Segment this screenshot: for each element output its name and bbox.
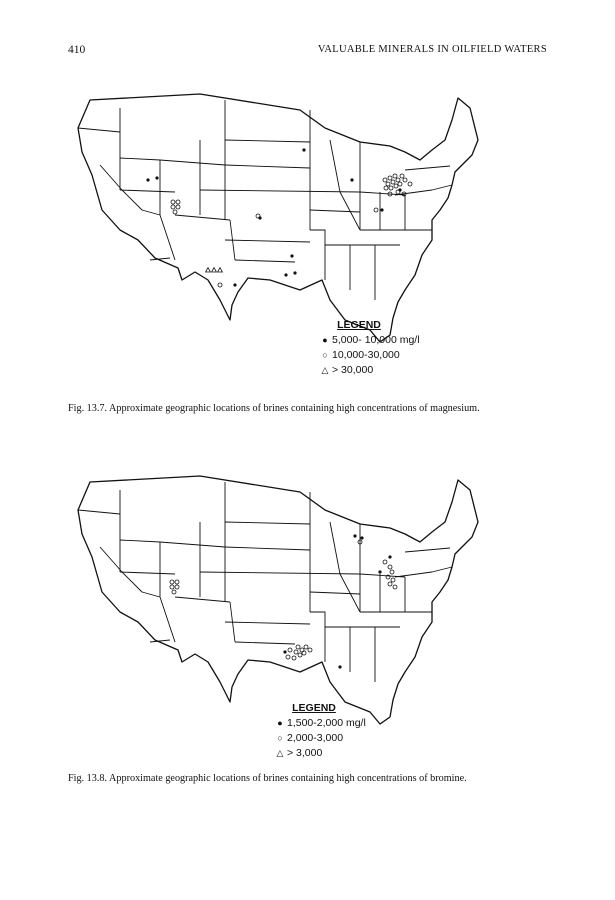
- brine-marker-dot: [284, 273, 287, 276]
- brine-marker-circle: [256, 214, 260, 218]
- legend-magnesium: [318, 318, 420, 378]
- brine-marker-circle: [403, 178, 407, 182]
- brine-marker-circle: [391, 180, 395, 184]
- brine-marker-circle: [396, 190, 400, 194]
- brine-marker-circle: [386, 182, 390, 186]
- brine-marker-circle: [388, 582, 392, 586]
- figure-caption-13-7: Fig. 13.7. Approximate geographic locations of brines containing high concentrations of magnesium.: [68, 403, 480, 414]
- brine-marker-dot: [233, 283, 236, 286]
- legend-title: LEGEND: [337, 319, 381, 331]
- brine-marker-dot: [283, 650, 286, 653]
- brine-marker-circle: [390, 570, 394, 574]
- brine-marker-circle: [171, 205, 175, 209]
- legend-label: > 3,000: [287, 747, 323, 759]
- brine-marker-dot: [350, 178, 353, 181]
- brine-marker-circle: [170, 585, 174, 589]
- brine-marker-circle: [296, 645, 300, 649]
- legend-row: [318, 363, 420, 378]
- brine-marker-circle: [175, 585, 179, 589]
- brine-marker-dot: [146, 178, 149, 181]
- brine-marker-circle: [294, 650, 298, 654]
- open-circle-icon: ○: [277, 733, 283, 743]
- marker-layer-magnesium: [146, 148, 412, 287]
- brine-marker-circle: [298, 653, 302, 657]
- brine-marker-dot: [388, 555, 391, 558]
- triangle-icon: △: [276, 748, 284, 758]
- brine-marker-circle: [286, 655, 290, 659]
- brine-marker-circle: [304, 645, 308, 649]
- brine-marker-circle: [176, 205, 180, 209]
- brine-marker-dot: [360, 536, 363, 539]
- brine-marker-dot: [338, 665, 341, 668]
- legend-row: [273, 746, 366, 761]
- legend-label: 5,000- 10,000 mg/l: [332, 334, 420, 346]
- brine-marker-triangle: [206, 268, 211, 272]
- brine-marker-circle: [383, 560, 387, 564]
- brine-marker-circle: [394, 184, 398, 188]
- brine-marker-circle: [218, 283, 222, 287]
- brine-marker-dot: [378, 570, 381, 573]
- open-circle-icon: ○: [322, 350, 328, 360]
- brine-marker-triangle: [212, 268, 217, 272]
- brine-marker-circle: [173, 210, 177, 214]
- brine-marker-circle: [292, 656, 296, 660]
- marker-layer-bromine: [170, 534, 397, 668]
- brine-marker-circle: [170, 580, 174, 584]
- us-outline: [78, 476, 478, 724]
- brine-marker-dot: [302, 148, 305, 151]
- brine-marker-dot: [380, 208, 383, 211]
- legend-row: [318, 348, 420, 363]
- legend-row: [318, 333, 420, 348]
- brine-marker-dot: [290, 254, 293, 257]
- triangle-icon: △: [321, 365, 329, 375]
- brine-marker-circle: [374, 208, 378, 212]
- brine-marker-circle: [175, 580, 179, 584]
- brine-marker-circle: [396, 178, 400, 182]
- brine-marker-circle: [388, 565, 392, 569]
- figure-caption-13-8: Fig. 13.8. Approximate geographic locations of brines containing high concentrations of bromine.: [68, 773, 467, 784]
- legend-label: 10,000-30,000: [332, 349, 400, 361]
- brine-marker-circle: [171, 200, 175, 204]
- brine-marker-circle: [176, 200, 180, 204]
- brine-marker-dot: [293, 271, 296, 274]
- brine-marker-circle: [308, 648, 312, 652]
- brine-marker-circle: [393, 585, 397, 589]
- legend-row: [273, 731, 366, 746]
- brine-marker-circle: [393, 174, 397, 178]
- brine-marker-dot: [353, 534, 356, 537]
- us-map-magnesium: [60, 80, 550, 380]
- legend-label: > 30,000: [332, 364, 374, 376]
- brine-marker-circle: [400, 174, 404, 178]
- filled-dot-icon: ●: [322, 335, 328, 345]
- brine-marker-circle: [391, 578, 395, 582]
- legend-label: 2,000-3,000: [287, 732, 344, 744]
- running-title: VALUABLE MINERALS IN OILFIELD WATERS: [317, 44, 547, 55]
- brine-marker-triangle: [218, 268, 223, 272]
- brine-marker-circle: [172, 590, 176, 594]
- legend-row: [273, 716, 366, 731]
- brine-marker-circle: [388, 176, 392, 180]
- filled-dot-icon: ●: [277, 718, 283, 728]
- us-outline: [78, 94, 478, 342]
- brine-marker-circle: [383, 178, 387, 182]
- page-number: 410: [68, 44, 86, 56]
- brine-marker-circle: [302, 651, 306, 655]
- brine-marker-circle: [384, 186, 388, 190]
- brine-marker-circle: [288, 648, 292, 652]
- brine-marker-circle: [398, 182, 402, 186]
- legend-label: 1,500-2,000 mg/l: [287, 717, 366, 729]
- brine-marker-dot: [155, 176, 158, 179]
- legend-title: LEGEND: [292, 702, 336, 714]
- brine-marker-circle: [389, 186, 393, 190]
- brine-marker-circle: [408, 182, 412, 186]
- legend-bromine: [273, 701, 366, 761]
